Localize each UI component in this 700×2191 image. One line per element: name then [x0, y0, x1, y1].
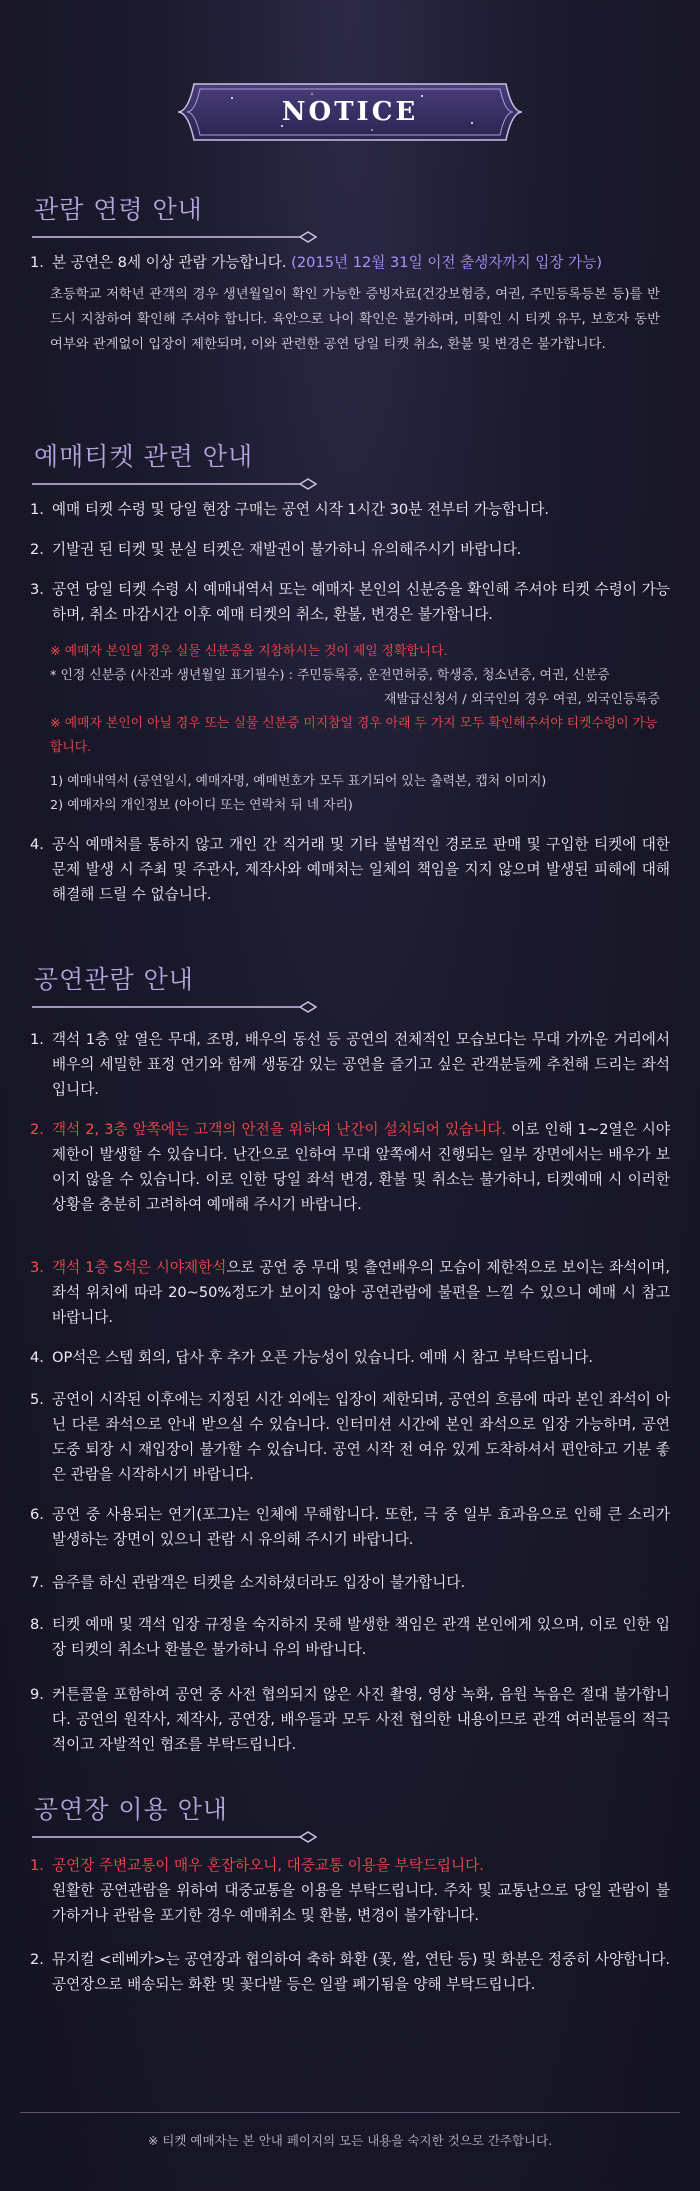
viewing-item-3 [30, 1255, 670, 1330]
age-rule-text: 본 공연은 8세 이상 관람 가능합니다. [52, 254, 287, 271]
restricted-seat-text: 객석 1층 S석은 시야제한석 [52, 1259, 227, 1276]
section-title-viewing: 공연관람 안내 [34, 965, 194, 994]
footer-divider [20, 2112, 680, 2113]
item-text: 예매 티켓 수령 및 당일 현장 구매는 공연 시작 1시간 30분 전부터 가능합니다. [52, 501, 549, 518]
item-number: 1. [30, 501, 44, 518]
viewing-item-5 [30, 1387, 670, 1487]
item-text: 객석 1층 앞 열은 무대, 조명, 배우의 동선 등 공연의 전체적인 모습보다는 무대 가까운 거리에서 배우의 세밀한 표정 연기와 함께 생동감 있는 공연을 즐기고 싶은 관객분들께 추천해 드리는 좌석입니다. [52, 1031, 670, 1098]
section-title-age: 관람 연령 안내 [34, 195, 203, 224]
footer-notice: ※ 티켓 예매자는 본 안내 페이지의 모든 내용을 숙지한 것으로 간주합니다. [147, 2133, 553, 2148]
venue-item-1 [30, 1853, 670, 1928]
age-item-1 [30, 250, 670, 275]
item-text: 공연 중 사용되는 연기(포그)는 인체에 무해합니다. 또한, 극 중 일부 효과음으로 인해 큰 소리가 발생하는 장면이 있으니 관람 시 유의해 주시기 바랍니다. [52, 1506, 670, 1548]
ticket-id-list-line2: 재발급신청서 / 외국인의 경우 여권, 외국인등록증 [384, 692, 660, 707]
item-number: 3. [30, 581, 44, 598]
age-detail: 초등학교 저학년 관객의 경우 생년월일이 확인 가능한 증빙자료(건강보험증, 여권, 주민등록등본 등)를 반드시 지참하여 확인해 주셔야 합니다. 육안으로 나이 확인은 불가하며, 미확인 시 티켓 유무, 보호자 동반 여부와 관계없이 입장이 제한되며, 이와 관련한 공연 당일 티켓 취소, 환불 및 변경은 불가합니다. [50, 287, 660, 352]
item-number: 5. [30, 1391, 44, 1408]
ticket-item-1 [30, 497, 670, 522]
item-text: 음주를 하신 관람객은 티켓을 소지하셨더라도 입장이 불가합니다. [52, 1574, 466, 1591]
item-number: 8. [30, 1616, 44, 1633]
title-underline-ornament [32, 230, 322, 244]
item-text: 뮤지컬 <레베카>는 공연장과 협의하여 축하 화환 (꽃, 쌀, 연탄 등) 및 화분은 정중히 사양합니다. 공연장으로 배송되는 화환 및 꽃다발 등은 일괄 폐기됨을 양해 부탁드립니다. [52, 1951, 670, 1993]
item-number: 1. [30, 1857, 44, 1874]
railing-warning-text: 객석 2, 3층 앞쪽에는 고객의 안전을 위하여 난간이 설치되어 있습니다. [52, 1121, 507, 1138]
section-title-ticket: 예매티켓 관련 안내 [34, 442, 254, 471]
item-text: 공식 예매처를 통하지 않고 개인 간 직거래 및 기타 불법적인 경로로 판매 및 구입한 티켓에 대한 문제 발생 시 주최 및 주관사, 제작사와 예매처는 일체의 책임을 지지 않으며 발생된 피해에 대해 해결해 드릴 수 없습니다. [52, 836, 670, 903]
viewing-item-8 [30, 1612, 670, 1662]
ticket-requirement-1: 1) 예매내역서 (공연일시, 예매자명, 예매번호가 모두 표기되어 있는 출력본, 캡처 이미지) [50, 774, 547, 789]
venue-item-2 [30, 1947, 670, 1997]
viewing-item-9 [30, 1682, 670, 1757]
item-number: 6. [30, 1506, 44, 1523]
item-text: 원활한 공연관람을 위하여 대중교통을 이용을 부탁드립니다. 주차 및 교통난으로 당일 관람이 불가하거나 관람을 포기한 경우 예매취소 및 환불, 변경이 불가합니다. [52, 1882, 670, 1924]
item-number: 1. [30, 254, 44, 271]
item-number: 4. [30, 1349, 44, 1366]
item-number: 7. [30, 1574, 44, 1591]
traffic-warning-text: 공연장 주변교통이 매우 혼잡하오니, 대중교통 이용을 부탁드립니다. [52, 1857, 484, 1874]
item-number: 1. [30, 1031, 44, 1048]
section-title-venue: 공연장 이용 안내 [34, 1795, 228, 1824]
item-number: 2. [30, 1121, 44, 1138]
viewing-item-7 [30, 1570, 670, 1595]
ticket-item-2 [30, 537, 670, 562]
viewing-item-1 [30, 1027, 670, 1102]
ticket-requirement-2: 2) 예매자의 개인정보 (아이디 또는 연락처 뒤 네 자리) [50, 798, 353, 813]
age-birthdate-highlight: (2015년 12월 31일 이전 출생자까지 입장 가능) [291, 254, 603, 271]
banner-title: NOTICE [281, 97, 419, 127]
viewing-item-2 [30, 1117, 670, 1217]
ticket-note-non-holder: ※ 예매자 본인이 아닐 경우 또는 실물 신분증 미지참일 경우 아래 두 가지 모두 확인해주셔야 티켓수령이 가능합니다. [50, 716, 658, 755]
ticket-note-id-recommend: ※ 예매자 본인일 경우 실물 신분증을 지참하시는 것이 제일 정확합니다. [50, 644, 448, 659]
item-text: 커튼콜을 포함하여 공연 중 사전 협의되지 않은 사진 촬영, 영상 녹화, 음원 녹음은 절대 불가합니다. 공연의 원작사, 제작사, 공연장, 배우들과 모두 사전 협의한 내용이므로 관객 여러분들의 적극적이고 자발적인 협조를 부탁드립니다. [52, 1686, 670, 1753]
item-text: 기발권 된 티켓 및 분실 티켓은 재발권이 불가하니 유의해주시기 바랍니다. [52, 541, 522, 558]
item-text: 으로 공연 중 무대 및 출연배우의 모습이 제한적으로 보이는 좌석이며, 좌석 위치에 따라 20~50%정도가 보이지 않아 공연관람에 불편을 느낄 수 있으니 예매 시 참고 바랍니다. [52, 1259, 671, 1326]
ticket-item-3 [30, 577, 670, 627]
ticket-id-list-line1: * 인정 신분증 (사진과 생년월일 표기필수) : 주민등록증, 운전면허증, 학생증, 청소년증, 여권, 신분증 [50, 668, 610, 683]
item-number: 2. [30, 1951, 44, 1968]
notice-banner [172, 78, 528, 146]
title-underline-ornament [32, 1000, 322, 1014]
item-text: 공연이 시작된 이후에는 지정된 시간 외에는 입장이 제한되며, 공연의 흐름에 따라 본인 좌석이 아닌 다른 좌석으로 안내 받으실 수 있습니다. 인터미션 시간에 본인 좌석으로 입장 가능하며, 공연 도중 퇴장 시 재입장이 불가할 수 있습니다. 공연 시작 전 여유 있게 도착하셔서 편안하고 기분 좋은 관람을 시작하시기 바랍니다. [52, 1391, 670, 1483]
item-number: 3. [30, 1259, 44, 1276]
viewing-item-4 [30, 1345, 670, 1370]
viewing-item-6 [30, 1502, 670, 1552]
item-number: 4. [30, 836, 44, 853]
item-text: 공연 당일 티켓 수령 시 예매내역서 또는 예매자 본인의 신분증을 확인해 주셔야 티켓 수령이 가능하며, 취소 마감시간 이후 예매 티켓의 취소, 환불, 변경은 불가합니다. [52, 581, 670, 623]
item-text: OP석은 스텝 회의, 답사 후 추가 오픈 가능성이 있습니다. 예매 시 참고 부탁드립니다. [52, 1349, 593, 1366]
item-text: 이로 인해 1~2열은 시야제한이 발생할 수 있습니다. 난간으로 인하여 무대 앞쪽에서 진행되는 일부 장면에서는 배우가 보이지 않을 수 있습니다. 이로 인한 당일 좌석 변경, 환불 및 취소는 불가하니, 티켓예매 시 이러한 상황을 충분히 고려하여 예매해 주시기 바랍니다. [52, 1121, 670, 1213]
title-underline-ornament [32, 477, 322, 491]
item-text: 티켓 예매 및 객석 입장 규정을 숙지하지 못해 발생한 책임은 관객 본인에게 있으며, 이로 인한 입장 티켓의 취소나 환불은 불가하니 유의 바랍니다. [52, 1616, 670, 1658]
ticket-item-4 [30, 832, 670, 907]
item-number: 2. [30, 541, 44, 558]
title-underline-ornament [32, 1830, 322, 1844]
item-number: 9. [30, 1686, 44, 1703]
